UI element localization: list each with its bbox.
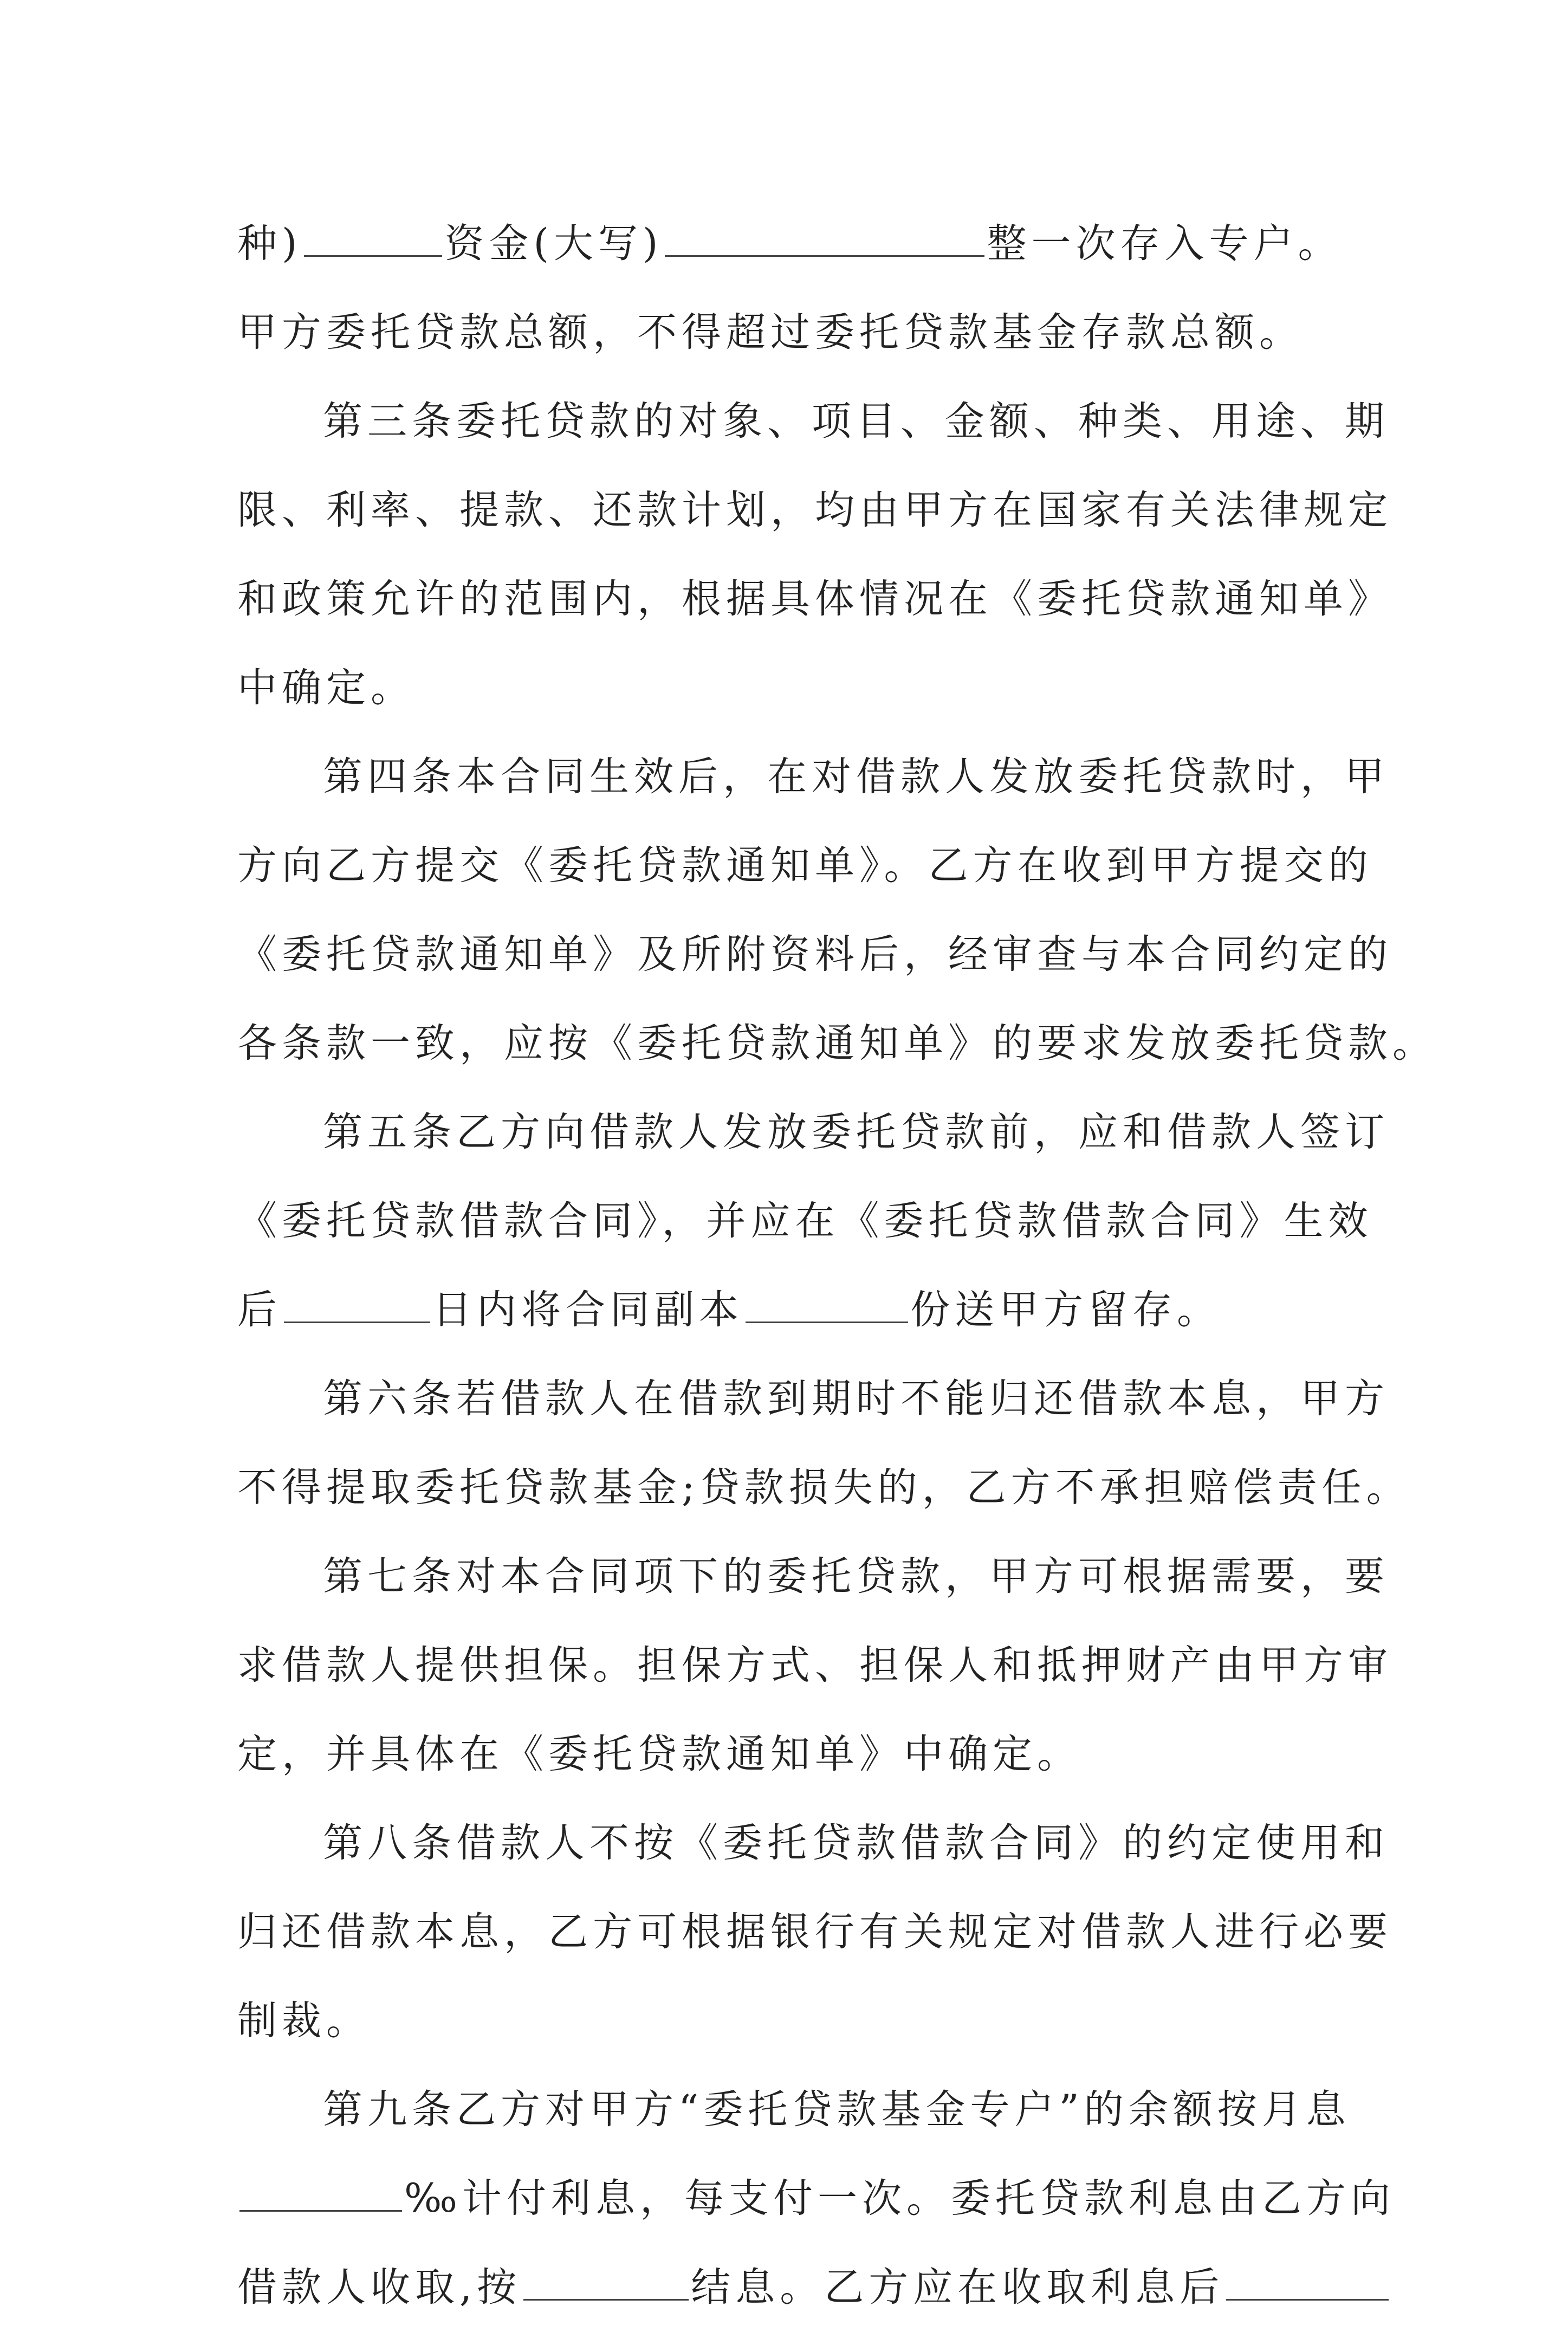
fill-in-blank-copies[interactable] — [746, 1284, 908, 1323]
fill-in-blank-monthly-rate[interactable] — [239, 2172, 402, 2212]
article-9-line-2 — [237, 2154, 1395, 2243]
fill-in-blank-currency[interactable] — [304, 217, 442, 257]
article-8-line-1: 第八条借款人不按《委托贷款借款合同》的约定使用和 — [323, 1820, 1389, 1866]
article-7-line-2: 求借款人提供担保。担保方式、担保人和抵押财产由甲方审 — [237, 1642, 1392, 1688]
article-5-line-1: 第五条乙方向借款人发放委托贷款前，应和借款人签订 — [323, 1109, 1389, 1155]
text-segment: 借款人收取,按 — [237, 2264, 522, 2310]
text-segment: 结息。乙方应在收取利息后 — [691, 2264, 1224, 2310]
text-line-1 — [237, 199, 1343, 288]
text-segment: 资金(大写) — [444, 221, 663, 267]
article-3-line-2: 限、利率、提款、还款计划，均由甲方在国家有关法律规定 — [237, 487, 1392, 533]
text-segment: 份送甲方留存。 — [910, 1287, 1221, 1333]
fill-in-blank-amount-uppercase[interactable] — [665, 217, 984, 257]
article-9-line-1: 第九条乙方对甲方“委托贷款基金专户”的余额按月息 — [323, 2087, 1351, 2133]
text-segment: 种) — [237, 221, 302, 267]
article-4-line-4: 各条款一致，应按《委托贷款通知单》的要求发放委托贷款。 — [237, 1020, 1437, 1066]
text-segment: 后 — [237, 1287, 282, 1333]
text-segment: ‰计付利息，每支付一次。委托贷款利息由乙方向 — [404, 2175, 1395, 2221]
text-segment: 整一次存入专户。 — [987, 221, 1343, 267]
text-segment: 日内将合同副本 — [432, 1287, 743, 1333]
fill-in-blank-days[interactable] — [284, 1284, 430, 1323]
article-8-line-3: 制裁。 — [237, 1998, 371, 2044]
article-3-line-3: 和政策允许的范围内，根据具体情况在《委托贷款通知单》 — [237, 576, 1392, 622]
fill-in-blank-days-after[interactable] — [1226, 2261, 1389, 2301]
article-8-line-2: 归还借款本息，乙方可根据银行有关规定对借款人进行必要 — [237, 1909, 1392, 1955]
text-line-2: 甲方委托贷款总额，不得超过委托贷款基金存款总额。 — [237, 309, 1304, 355]
article-4-line-2: 方向乙方提交《委托贷款通知单》。乙方在收到甲方提交的 — [237, 843, 1373, 889]
contract-text — [237, 199, 1437, 2332]
article-4-line-3: 《委托贷款通知单》及所附资料后，经审查与本合同约定的 — [237, 931, 1392, 977]
article-5-line-3 — [237, 1266, 1343, 1355]
article-3-line-1: 第三条委托贷款的对象、项目、金额、种类、用途、期 — [323, 398, 1389, 444]
article-7-line-1: 第七条对本合同项下的委托贷款，甲方可根据需要，要 — [323, 1553, 1389, 1599]
article-3-line-4: 中确定。 — [237, 665, 415, 711]
article-9-line-3 — [237, 2243, 1343, 2332]
article-4-line-1: 第四条本合同生效后，在对借款人发放委托贷款时，甲 — [323, 754, 1389, 800]
fill-in-blank-settlement-period[interactable] — [523, 2261, 689, 2301]
article-7-line-3: 定，并具体在《委托贷款通知单》中确定。 — [237, 1731, 1081, 1777]
article-6-line-2: 不得提取委托贷款基金;贷款损失的，乙方不承担赔偿责任。 — [237, 1465, 1411, 1511]
article-5-line-2: 《委托贷款借款合同》，并应在《委托贷款借款合同》生效 — [237, 1198, 1373, 1244]
article-6-line-1: 第六条若借款人在借款到期时不能归还借款本息，甲方 — [323, 1376, 1389, 1422]
